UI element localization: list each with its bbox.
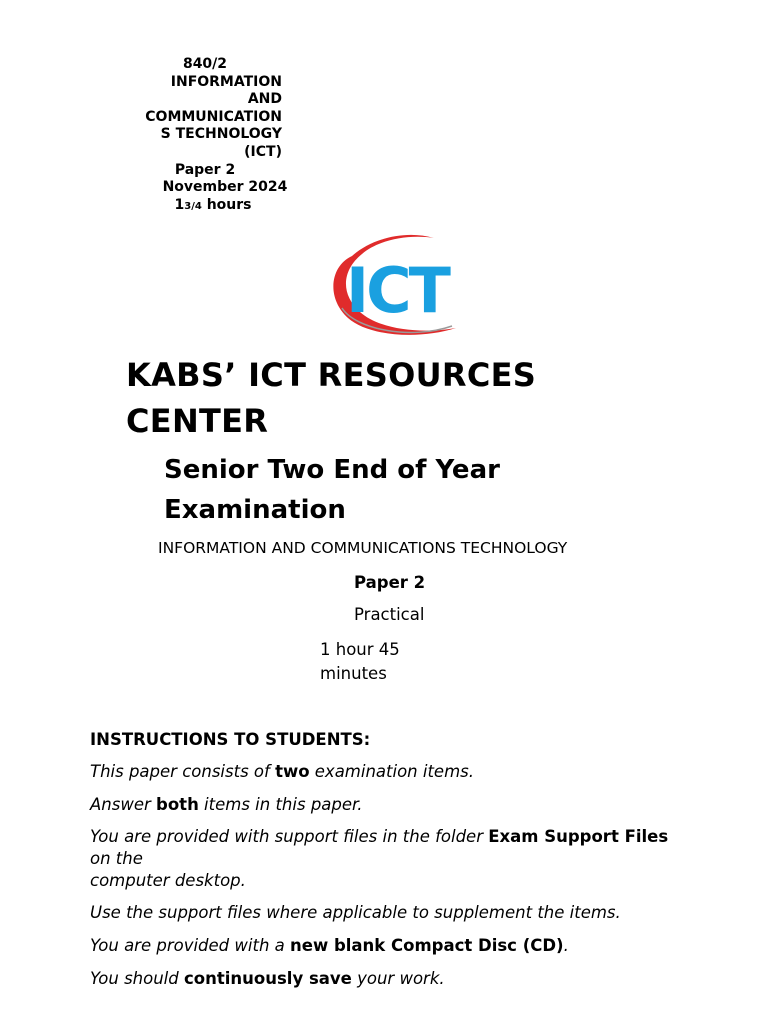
instruction-6-text-a: You should — [90, 969, 184, 988]
subject-line-4: S TECHNOLOGY — [160, 126, 282, 143]
exam-date: November 2024 — [162, 179, 288, 196]
exam-hours — [120, 197, 290, 216]
paper-label: Paper 2 — [354, 573, 426, 592]
instructions-section — [90, 728, 690, 1000]
instruction-2-bold: both — [156, 795, 199, 814]
ict-logo — [322, 226, 468, 342]
instruction-3-text-d: computer desktop. — [90, 871, 246, 890]
paper-type: Practical — [354, 605, 425, 624]
instruction-6-bold: continuously save — [183, 969, 352, 988]
exam-duration — [320, 638, 430, 686]
duration-line-1: 1 hour 45 — [320, 640, 400, 659]
instruction-item-4: Use the support files where applicable to supplement the items. — [90, 903, 621, 922]
instruction-item-2 — [90, 793, 690, 817]
instruction-6-text-c: your work. — [351, 969, 445, 988]
center-title-line-1: KABS’ ICT RESOURCES — [126, 356, 537, 394]
subject-line-1: INFORMATION — [170, 73, 282, 90]
logo-text: ICT — [346, 254, 448, 327]
instruction-3-bold: Exam Support Files — [488, 827, 669, 846]
instruction-1-text-c: examination items. — [309, 762, 474, 781]
instruction-item-5 — [90, 934, 690, 958]
exam-subtitle-line-1: Senior Two End of Year — [164, 455, 500, 485]
ict-logo-graphic — [322, 226, 468, 342]
exam-code: 840/2 — [182, 56, 228, 72]
subject-line-2: AND — [247, 91, 282, 108]
instruction-item-1 — [90, 760, 690, 784]
instruction-1-text-a: This paper consists of — [90, 762, 276, 781]
hours-whole: 1 — [174, 196, 185, 213]
exam-subtitle — [164, 450, 724, 530]
instruction-5-text-c: . — [563, 936, 569, 955]
instruction-item-3 — [90, 826, 690, 892]
duration-line-2: minutes — [320, 664, 387, 683]
hours-word: hours — [201, 196, 252, 213]
instructions-heading: INSTRUCTIONS TO STUDENTS: — [90, 730, 371, 749]
subject-name: INFORMATION AND COMMUNICATIONS TECHNOLOGY — [158, 539, 568, 557]
center-title-line-2: CENTER — [126, 402, 269, 440]
instruction-2-text-c: items in this paper. — [198, 795, 363, 814]
instruction-2-text-a: Answer — [90, 795, 157, 814]
exam-subtitle-line-2: Examination — [164, 495, 346, 525]
center-title — [126, 352, 726, 444]
hours-fraction: 3/4 — [184, 200, 202, 212]
instruction-item-6 — [90, 967, 690, 991]
instruction-1-bold: two — [275, 762, 310, 781]
exam-code-block — [120, 56, 290, 215]
instruction-5-text-a: You are provided with a — [90, 936, 291, 955]
instruction-5-bold: new blank Compact Disc (CD) — [290, 936, 564, 955]
instruction-3-text-a: You are provided with support files in the folder — [90, 827, 489, 846]
subject-line-3: COMMUNICATION — [145, 108, 282, 125]
instruction-3-text-c: on the — [90, 849, 143, 868]
subject-line-5: (ICT) — [244, 143, 282, 160]
paper-number: Paper 2 — [174, 161, 236, 178]
